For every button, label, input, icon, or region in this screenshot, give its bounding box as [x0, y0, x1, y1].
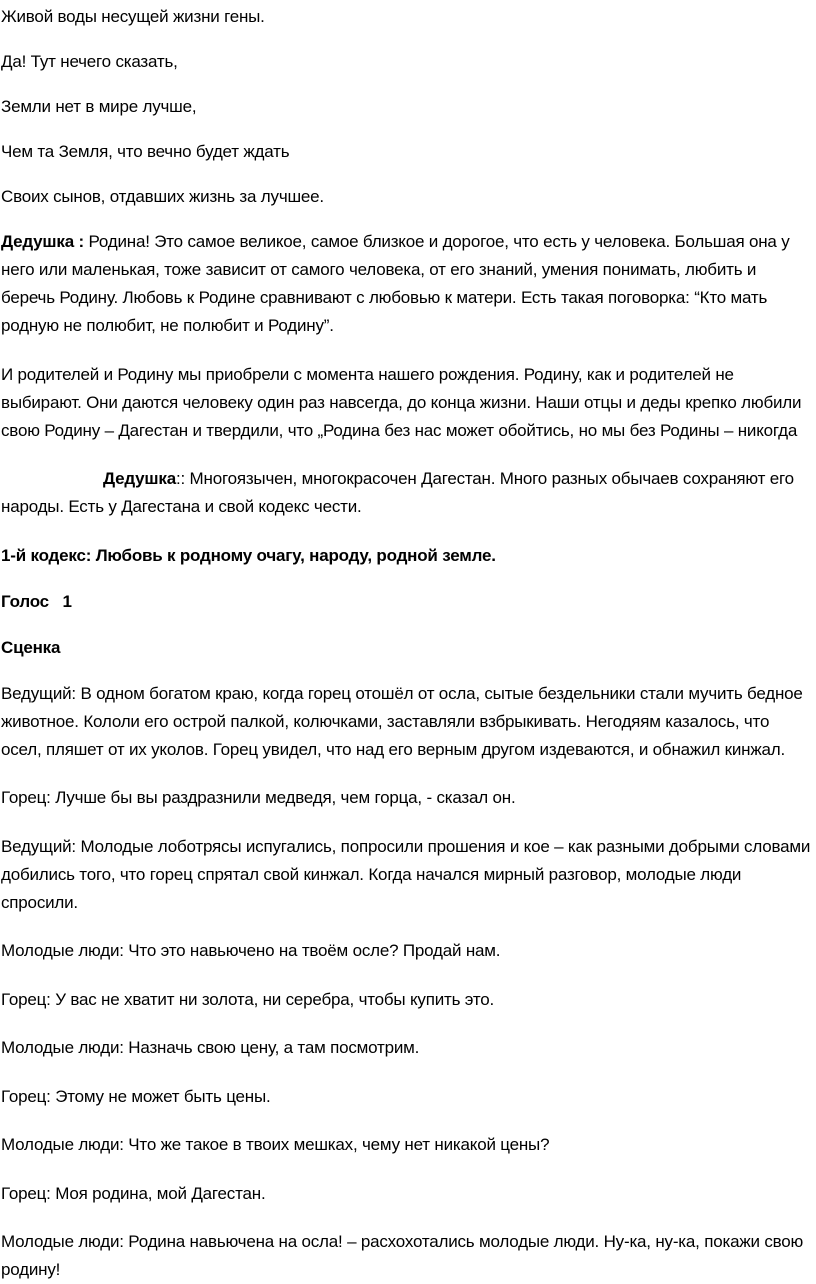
dialogue-line: Горец: Моя родина, мой Дагестан.: [1, 1183, 266, 1203]
code-heading: 1-й кодекс: Любовь к родному очагу, народу, родной земле.: [1, 545, 496, 565]
poem-line-3: Земли нет в мире лучше,: [1, 97, 197, 116]
dialogue-line: Горец: Этому не может быть цены.: [1, 1086, 271, 1106]
dialogue-line: Горец: Лучше бы вы раздразнили медведя, чем горца, - сказал он.: [1, 788, 516, 807]
speaker-label: Дедушка :: [1, 232, 84, 251]
dialogue-line: Молодые люди: Родина навьючена на осла! – расхохотались молодые люди. Ну-ка, ну-ка, покажи свою родину!: [1, 1232, 804, 1279]
poem-line-4: Чем та Земля, что вечно будет ждать: [1, 142, 290, 161]
paragraph-text: Родина! Это самое великое, самое близкое и дорогое, что есть у человека. Большая она у него или маленькая, тоже зависит от самого человека, от его знаний, умения понимать, любить и беречь Родину. Любовь к Родине сравнивают с любовью к матери. Есть такая поговорка: “Кто мать родную не полюбит, не полюбит и Родину”.: [1, 232, 790, 335]
dialogue-line: Молодые люди: Что это навьючено на твоём осле? Продай нам.: [1, 941, 501, 960]
paragraph-text: :: Многоязычен, многокрасочен Дагестан. Много разных обычаев сохраняют его народы. Есть у Дагестана и свой кодекс чести.: [1, 469, 794, 516]
poem-line-1: Живой воды несущей жизни гены.: [1, 7, 265, 26]
dialogue-line: Молодые люди: Что же такое в твоих мешках, чему нет никакой цены?: [1, 1135, 550, 1154]
poem-line-5: Своих сынов, отдавших жизнь за лучшее.: [1, 187, 324, 206]
voice-heading: Голос 1: [1, 591, 72, 611]
dialogue-line: Молодые люди: Назначь свою цену, а там посмотрим.: [1, 1038, 420, 1057]
poem-line-2: Да! Тут нечего сказать,: [1, 52, 178, 71]
dialogue-line: Ведущий: В одном богатом краю, когда горец отошёл от осла, сытые бездельники стали мучить бедное животное. Кололи его острой палкой, колючками, заставляли взбрыкивать. Негодяям казалось, что осел, пляшет от их уколов. Горец увидел, что над его верным другом издеваются, и обнажил кинжал.: [1, 683, 803, 759]
dialogue-line: Ведущий: Молодые лоботрясы испугались, попросили прошения и кое – как разными добрыми словами добились того, что горец спрятал свой кинжал. Когда начался мирный разговор, молодые люди спросили.: [1, 836, 811, 912]
grandfather-paragraph-1: [1, 228, 813, 340]
scene-heading: Сценка: [1, 637, 61, 657]
parents-paragraph: И родителей и Родину мы приобрели с момента нашего рождения. Родину, как и родителей не выбирают. Они даются человеку один раз навсегда, до конца жизни. Наши отцы и деды крепко любили свою Родину – Дагестан и твердили, что „Родина без нас может обойтись, но мы без Родины – никогда: [1, 364, 802, 440]
speaker-label: Дедушка: [103, 469, 176, 488]
dialogue-line: Горец: У вас не хватит ни золота, ни серебра, чтобы купить это.: [1, 989, 495, 1009]
grandfather-paragraph-2: [1, 465, 813, 521]
